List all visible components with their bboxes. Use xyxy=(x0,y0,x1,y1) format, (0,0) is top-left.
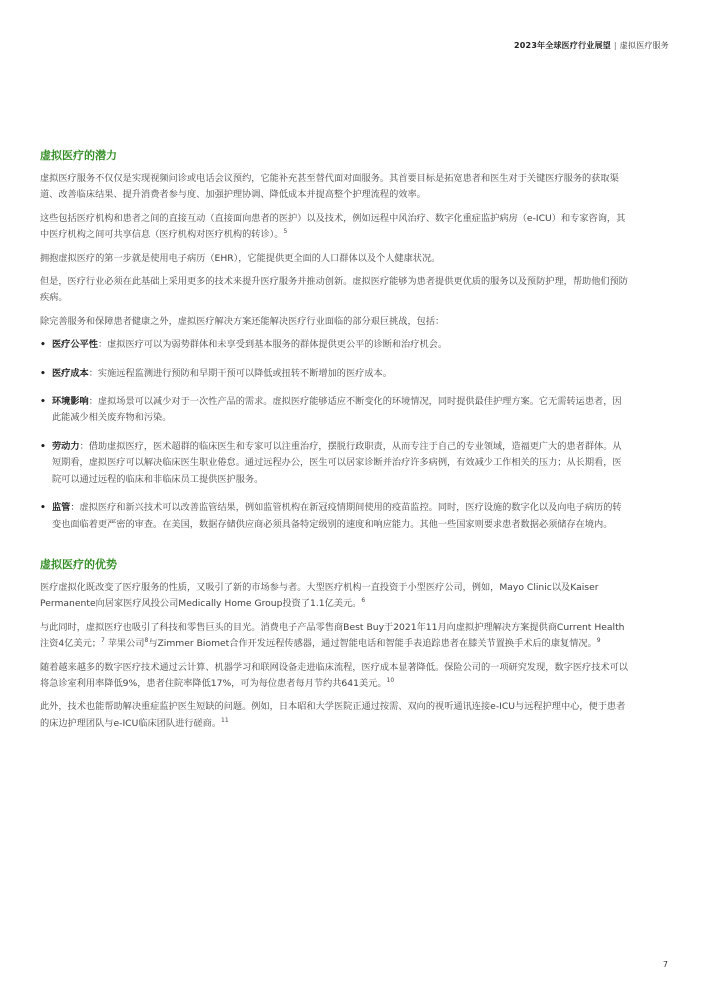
list-item-text: ：实施远程监测进行预防和早期干预可以降低或扭转不断增加的医疗成本。 xyxy=(88,367,392,379)
bullet-icon: • xyxy=(40,339,46,351)
paragraph xyxy=(40,580,630,613)
paragraph: 拥抱虚拟医疗的第一步就是使用电子病历（EHR），它能提供更全面的人口群体以及个人健康状况。 xyxy=(40,252,441,264)
footnote-ref: 10 xyxy=(386,676,395,684)
paragraph: 但是，医疗行业必须在此基础上采用更多的技术来提升医疗服务并推动创新。虚拟医疗能够为患者提供更优质的服务以及预防护理，帮助他们预防疾病。 xyxy=(40,276,628,304)
list-item-text: ：虚拟医疗和新兴技术可以改善监管结果，例如监管机构在新冠疫情期间使用的疫苗监控。同时，医疗设施的数字化以及向电子病历的转变也面临着更严密的审查。在美国，数据存储供应商必须具备特定级别的速度和响应能力。其他一些国家则要求患者数据必须储存在境内。 xyxy=(52,502,622,530)
challenges-list xyxy=(40,337,630,533)
bullet-icon: • xyxy=(40,502,46,514)
footnote-ref: 11 xyxy=(221,716,229,724)
paragraph-text: 此外，技术也能帮助解决重症监护医生短缺的问题。例如，日本昭和大学医院正通过按需、双向的视听通讯连接e-ICU与远程护理中心，便于患者的床边护理团队与e-ICU临床团队进行磋商。 xyxy=(40,701,626,729)
footnote-ref: 9 xyxy=(596,637,601,645)
list-item-text: ：虚拟场景可以减少对于一次性产品的需求。虚拟医疗能够适应不断变化的环境情况，同时提供最佳护理方案。它无需转运患者，因此能减少相关废弃物和污染。 xyxy=(52,396,622,424)
bullet-icon: • xyxy=(40,396,46,408)
list-item-term: 环境影响 xyxy=(52,396,89,408)
paragraph-text: 随着越来越多的数字医疗技术通过云计算、机器学习和联网设备走进临床流程，医疗成本显著降低。保险公司的一项研究发现，数字医疗技术可以将急诊室利用率降低9%，患者住院率降低17%，可为每位患者每月节约共641美元。 xyxy=(40,661,628,689)
list-item xyxy=(40,337,630,353)
list-item-term: 劳动力 xyxy=(52,440,80,452)
footnote-ref: 5 xyxy=(283,228,288,236)
paragraph-text: 这些包括医疗机构和患者之间的直接互动（直接面向患者的医护）以及技术，例如远程中风治疗、数字化重症监护病房（e-ICU）和专家咨询，其中医疗机构之间可共享信息（医疗机构对医疗机构的转诊）。 xyxy=(40,212,626,241)
paragraph xyxy=(40,620,630,653)
footnote-ref: 6 xyxy=(361,597,366,605)
footnote-ref: 8 xyxy=(144,637,149,645)
main-content xyxy=(40,148,630,739)
report-title: 2023年全球医疗行业展望 xyxy=(514,41,611,50)
section-title-potential: 虚拟医疗的潜力 xyxy=(40,149,117,162)
running-header xyxy=(514,40,669,51)
paragraph-text: 苹果公司 xyxy=(104,638,145,650)
paragraph-text: 医疗虚拟化既改变了医疗服务的性质，又吸引了新的市场参与者。大型医疗机构一直投资于小型医疗公司，例如，Mayo Clinic以及Kaiser Permanente向居家医疗风投公司Medically Home Group投资了1.1亿美元。 xyxy=(40,581,599,610)
list-item xyxy=(40,394,630,427)
paragraph-text: 与Zimmer Biomet合作开发远程传感器，通过智能电话和智能手表追踪患者在膝关节置换手术后的康复情况。 xyxy=(148,638,597,650)
list-item xyxy=(40,500,630,533)
paragraph xyxy=(40,660,630,693)
footnote-ref: 7 xyxy=(100,637,105,645)
paragraph: 除完善服务和保障患者健康之外，虚拟医疗解决方案还能解决医疗行业面临的部分艰巨挑战，包括： xyxy=(40,315,445,327)
header-section: 虚拟医疗服务 xyxy=(619,41,669,50)
paragraph xyxy=(40,699,630,732)
bullet-icon: • xyxy=(40,440,46,452)
section-title-advantages: 虚拟医疗的优势 xyxy=(40,557,117,571)
list-item-term: 医疗成本 xyxy=(52,367,89,379)
list-item-text: ：借助虚拟医疗，医术超群的临床医生和专家可以注重治疗，摆脱行政职责，从而专注于自己的专业领域，造福更广大的患者群体。从短期看，虚拟医疗可以解决临床医生职业倦怠。通过远程办公，医生可以居家诊断并治疗许多病例，有效减少工作相关的压力；从长期看，医院可以通过远程的临床和非临床员工提供医护服务。 xyxy=(52,440,622,485)
list-item-text: ：虚拟医疗可以为弱势群体和未享受到基本服务的群体提供更公平的诊断和治疗机会。 xyxy=(97,339,448,351)
list-item xyxy=(40,439,630,488)
paragraph-text: 与此同时，虚拟医疗也吸引了科技和零售巨头的目光。消费电子产品零售商Best Buy于2021年11月向虚拟护理解决方案提供商Current Health注资4亿美元； xyxy=(40,621,625,650)
list-item-term: 医疗公平性 xyxy=(52,339,98,351)
header-separator: | xyxy=(613,41,617,50)
page-number: 7 xyxy=(662,960,668,969)
bullet-icon: • xyxy=(40,367,46,379)
paragraph xyxy=(40,211,630,244)
paragraph: 虚拟医疗服务不仅仅是实现视频问诊或电话会议预约，它能补充甚至替代面对面服务。其首要目标是拓宽患者和医生对于关键医疗服务的获取渠道、改善临床结果、提升消费者参与度、加强护理协调、降低成本并提高整个护理流程的效率。 xyxy=(40,173,619,201)
list-item-term: 监管 xyxy=(52,502,71,514)
list-item xyxy=(40,366,630,382)
